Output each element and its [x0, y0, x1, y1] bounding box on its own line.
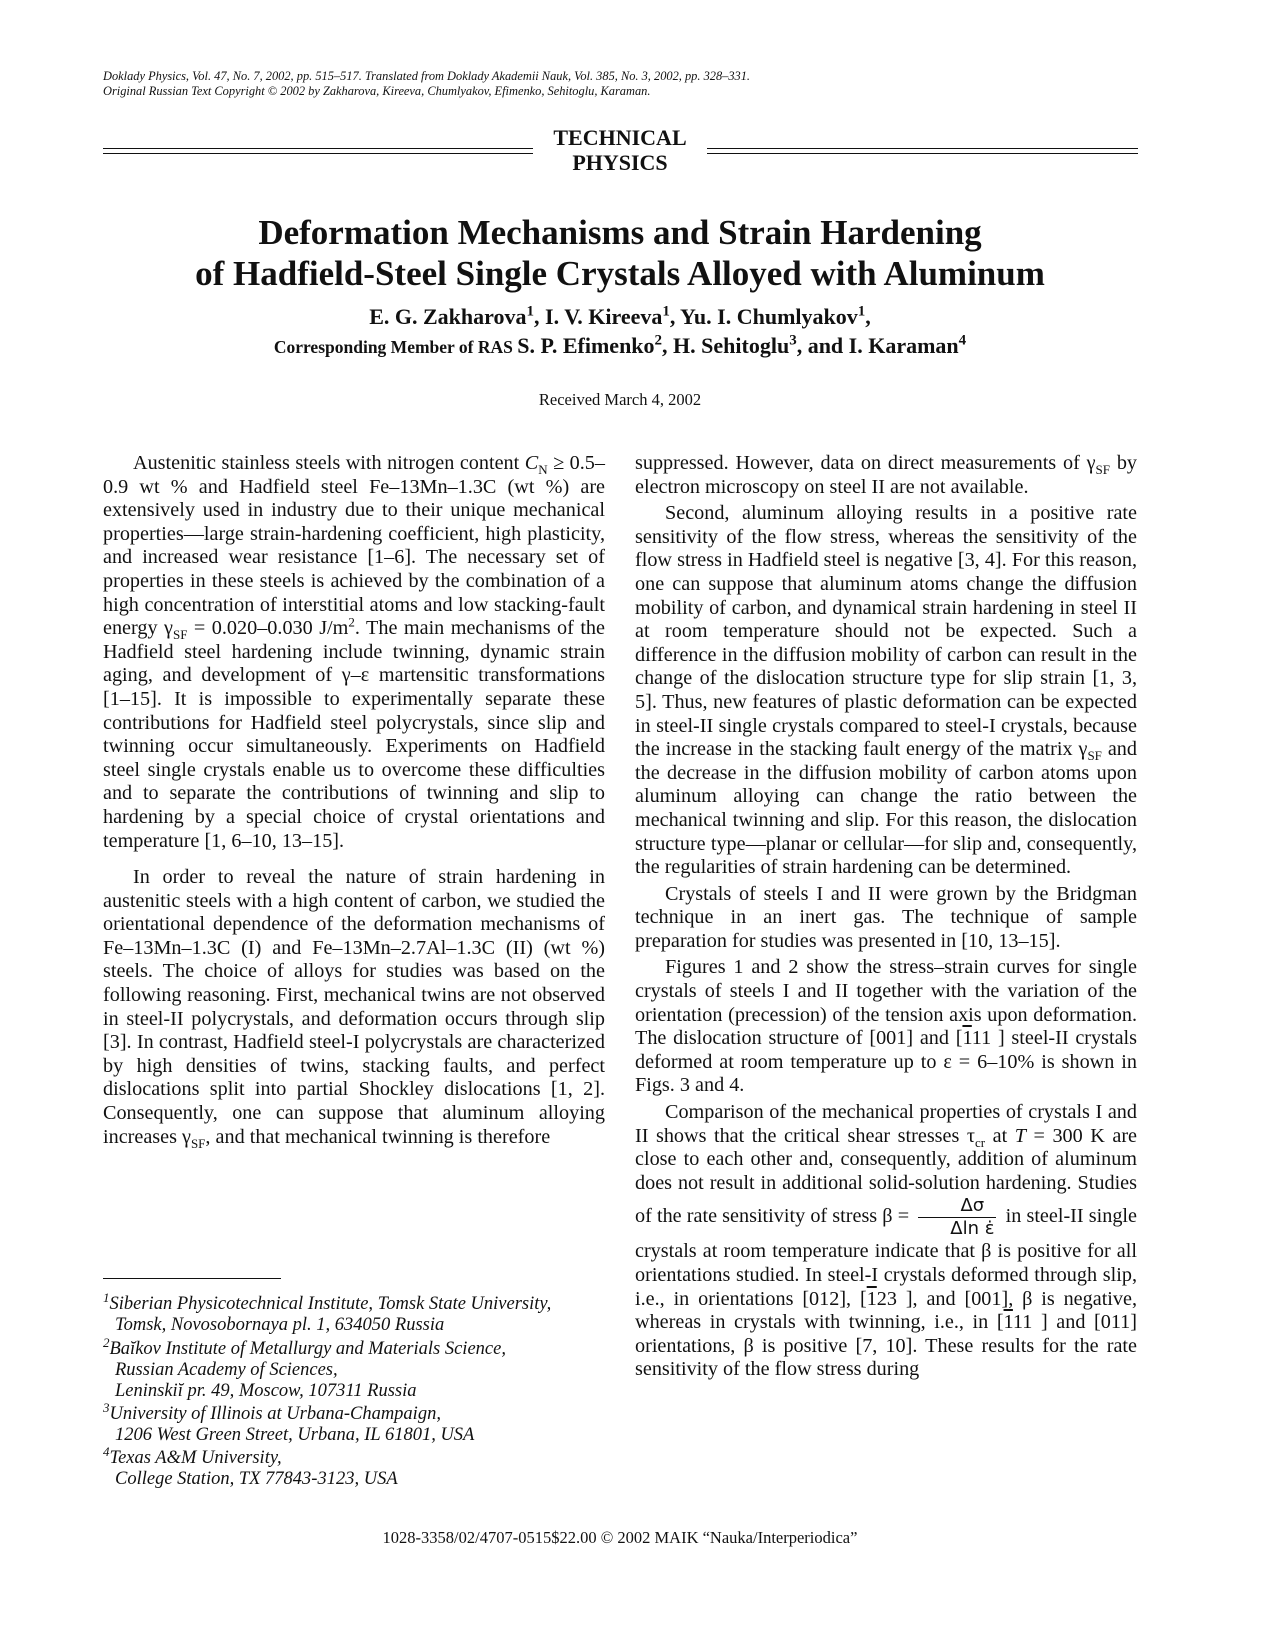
- math-symbol: γ: [1078, 738, 1088, 761]
- math-symbol: T: [1014, 1124, 1026, 1147]
- body-paragraph: Crystals of steels I and II were grown by the Bridgman technique in an inert gas. The technique of sample preparation for studies was presented in [10, 13–15].: [635, 882, 1137, 952]
- text-run: 11 ] and [011] orientations, β is positive [7, 10]. These results for the rate sensitivity of the flow stress during: [635, 1311, 1137, 1381]
- footnote-number: 1: [103, 1289, 110, 1305]
- text-run: . The main mechanisms of the Hadfield steel hardening include twinning, dynamic strain aging, and development of γ–ε martensitic transformations [1–15]. It is impossible to experimentally separate these contributions for Hadfield steel polycrystals, since slip and twinning occur simultaneously. Experiments on Hadfield steel single crystals enable us to overcome these difficulties and to separate the contributions of twinning and slip to hardening by a special choice of crystal orientations and temperature [1, 6–10, 13–15].: [103, 617, 605, 852]
- affiliation-mark: 1: [526, 303, 535, 320]
- journal-header: [103, 69, 750, 99]
- author-name: , Yu. I. Chumlyakov: [669, 304, 858, 329]
- math-subscript: N: [538, 462, 548, 478]
- math-symbol: γ: [164, 617, 173, 640]
- author-line1: [60, 302, 1180, 331]
- fraction-denominator: Δln ε̇: [950, 1218, 995, 1240]
- footnote-number: 3: [103, 1399, 110, 1415]
- footnote-line: 1206 West Green Street, Urbana, IL 61801, USA: [115, 1425, 475, 1445]
- math-subscript: SF: [172, 627, 188, 643]
- footnote: [103, 1443, 623, 1490]
- text-run: by electron microscopy on steel II are not available.: [635, 452, 1137, 498]
- text-run: 11 ] steel-II crystals deformed at room temperature up to ε = 6–10% is shown in Figs. 3 and 4.: [635, 1027, 1137, 1097]
- text-run: = 0.020–0.030 J/m: [187, 617, 349, 640]
- right-column: [635, 452, 1137, 1382]
- copyright-line: Original Russian Text Copyright © 2002 by Zakharova, Kireeva, Chumlyakov, Efimenko, Sehitoglu, Karaman.: [103, 84, 651, 98]
- affiliation-mark: 3: [789, 332, 797, 349]
- body-paragraph: [103, 452, 605, 853]
- math-overbar: 1: [1003, 1311, 1013, 1334]
- footnote: [103, 1399, 623, 1446]
- text-run: , and that mechanical twinning is therefore: [205, 1125, 551, 1148]
- text-run: = 300 K are close to each other and, consequently, addition of aluminum does not result in additional solid-solution hardening. Studies of the rate sensitivity of stress β =: [635, 1124, 1138, 1228]
- footnote-line: Russian Academy of Sciences,: [115, 1360, 338, 1380]
- section-rule-right: [707, 148, 1138, 154]
- footnote-line: Baĭkov Institute of Metallurgy and Materials Science,: [109, 1339, 506, 1359]
- text-run: 23 ], and [001], β is negative, whereas in crystals with twinning, i.e., in [: [635, 1287, 1138, 1334]
- title-line1: Deformation Mechanisms and Strain Hardening: [258, 213, 982, 252]
- body-paragraph: [635, 502, 1137, 880]
- math-subscript: SF: [190, 1135, 206, 1151]
- math-fraction: [918, 1195, 996, 1240]
- paragraph-gap: [103, 853, 605, 866]
- author-line2: [60, 331, 1180, 362]
- footnote-rule: [103, 1278, 281, 1279]
- text-run: Austenitic stainless steels with nitrogen content: [133, 452, 525, 474]
- math-symbol: γ: [1086, 452, 1096, 474]
- section-heading: [103, 125, 1138, 175]
- text-run: suppressed. However, data on direct measurements of: [635, 452, 1087, 474]
- body-paragraph: [635, 956, 1137, 1098]
- math-overbar: 1: [866, 1287, 877, 1310]
- affiliation-mark: 2: [654, 332, 663, 349]
- author-rank: Corresponding Member of RAS: [273, 337, 518, 357]
- math-subscript: cr: [975, 1134, 986, 1150]
- received-date: Received March 4, 2002: [538, 390, 702, 409]
- section-label-line2: PHYSICS: [572, 150, 668, 175]
- math-superscript: 2: [348, 614, 355, 630]
- math-symbol: γ: [182, 1125, 191, 1148]
- author-name: , I. V. Kireeva: [534, 304, 663, 329]
- journal-citation: Doklady Physics, Vol. 47, No. 7, 2002, pp. 515–517. Translated from Doklady Akademii Nauk, Vol. 385, No. 3, 2002, pp. 328–331.: [103, 69, 751, 83]
- title-line2: of Hadfield-Steel Single Crystals Alloyed with Aluminum: [195, 254, 1045, 293]
- section-label-line1: TECHNICAL: [553, 125, 687, 150]
- left-column: [103, 452, 605, 1149]
- text-run: in steel-II single crystals at room temperature indicate that β is positive for all orientations studied. In steel-I crystals deformed through slip, i.e., in orientations [012], [: [635, 1205, 1137, 1310]
- text-run: Second, aluminum alloying results in a positive rate sensitivity of the flow stress, whereas the sensitivity of the flow stress in Hadfield steel is negative [3, 4]. For this reason, one can suppose that aluminum atoms change the diffusion mobility of carbon, and dynamical strain hardening in steel II at room temperature should not be expected. Such a difference in the diffusion mobility of carbon can result in the change of the dislocation structure type for slip strain [1, 3, 5]. Thus, new features of plastic deformation can be expected in steel-II single crystals compared to steel-I crystals, because the increase in the stacking fault energy of the matrix: [635, 502, 1137, 761]
- math-overbar: 1: [962, 1027, 972, 1050]
- affiliation-mark: 1: [857, 303, 866, 320]
- footnote-number: 2: [103, 1334, 110, 1350]
- text-run: and the decrease in the diffusion mobility of carbon atoms upon aluminum alloying can change the ratio between the mechanical twinning and slip. For this reason, the dislocation structure type—planar or cellular—for slip and, consequently, the regularities of strain hardening can be determined.: [635, 738, 1137, 879]
- math-symbol: C: [524, 452, 539, 474]
- footnote-line: University of Illinois at Urbana-Champaign,: [109, 1404, 441, 1424]
- affiliation-mark: 1: [662, 303, 670, 320]
- math-symbol: τ: [966, 1124, 976, 1147]
- author-name: E. G. Zakharova: [369, 304, 527, 329]
- text-run: Figures 1 and 2 show the stress–strain curves for single crystals of steels I and II together with the variation of the orientation (precession) of the tension axis upon deformation. The dislocation structure of [001] and [: [635, 956, 1137, 1050]
- text-run: ≥ 0.5–0.9 wt % and Hadfield steel Fe–13Mn–1.3C (wt %) are extensively used in industry due to their unique mechanical properties—large strain-hardening coefficient, high plasticity, and increased wear resistance [1–6]. The necessary set of properties in these steels is achieved by the combination of a high concentration of interstitial atoms and low stacking-fault energy: [103, 452, 605, 640]
- body-paragraph: [635, 452, 1137, 499]
- footnote-line: Texas A&M University,: [109, 1448, 282, 1468]
- page-footer: 1028-3358/02/4707-0515$22.00 © 2002 MAIK “Nauka/Interperiodica”: [382, 1528, 858, 1547]
- math-subscript: SF: [1095, 462, 1110, 478]
- text-run: Comparison of the mechanical properties of crystals I and II shows that the critical shear stresses: [635, 1101, 1137, 1147]
- math-subscript: SF: [1087, 748, 1102, 764]
- author-name: , and I. Karaman: [796, 333, 959, 358]
- author-separator: ,: [865, 304, 871, 329]
- fraction-numerator: Δσ: [918, 1195, 996, 1218]
- footnote: [103, 1289, 623, 1336]
- footnote-line: College Station, TX 77843-3123, USA: [115, 1469, 398, 1489]
- section-rule-left: [103, 148, 533, 154]
- affiliation-mark: 4: [958, 332, 967, 349]
- author-name: S. P. Efimenko: [517, 333, 655, 358]
- body-paragraph: [103, 866, 605, 1149]
- footnote-number: 4: [103, 1443, 110, 1459]
- footnote-line: Tomsk, Novosobornaya pl. 1, 634050 Russia: [115, 1315, 445, 1335]
- article-title: [60, 212, 1180, 294]
- footnote-line: Leninskiĭ pr. 49, Moscow, 107311 Russia: [115, 1381, 417, 1401]
- text-run: at: [985, 1124, 1015, 1147]
- author-name: , H. Sehitoglu: [662, 333, 790, 358]
- author-list: [60, 302, 1180, 362]
- body-paragraph: [635, 1101, 1137, 1382]
- section-label: [540, 125, 700, 175]
- footnote: [103, 1334, 623, 1402]
- text-run: In order to reveal the nature of strain hardening in austenitic steels with a high content of carbon, we studied the orientational dependence of the deformation mechanisms of Fe–13Mn–1.3C (I) and Fe–13Mn–2.7Al–1.3C (II) (wt %) steels. The choice of alloys for studies was based on the following reasoning. First, mechanical twins are not observed in steel-II polycrystals, and deformation occurs through slip [3]. In contrast, Hadfield steel-I polycrystals are characterized by high densities of twins, stacking faults, and perfect dislocations split into partial Shockley dislocations [1, 2]. Consequently, one can suppose that aluminum alloying increases: [103, 866, 605, 1148]
- footnote-line: Siberian Physicotechnical Institute, Tomsk State University,: [109, 1294, 552, 1314]
